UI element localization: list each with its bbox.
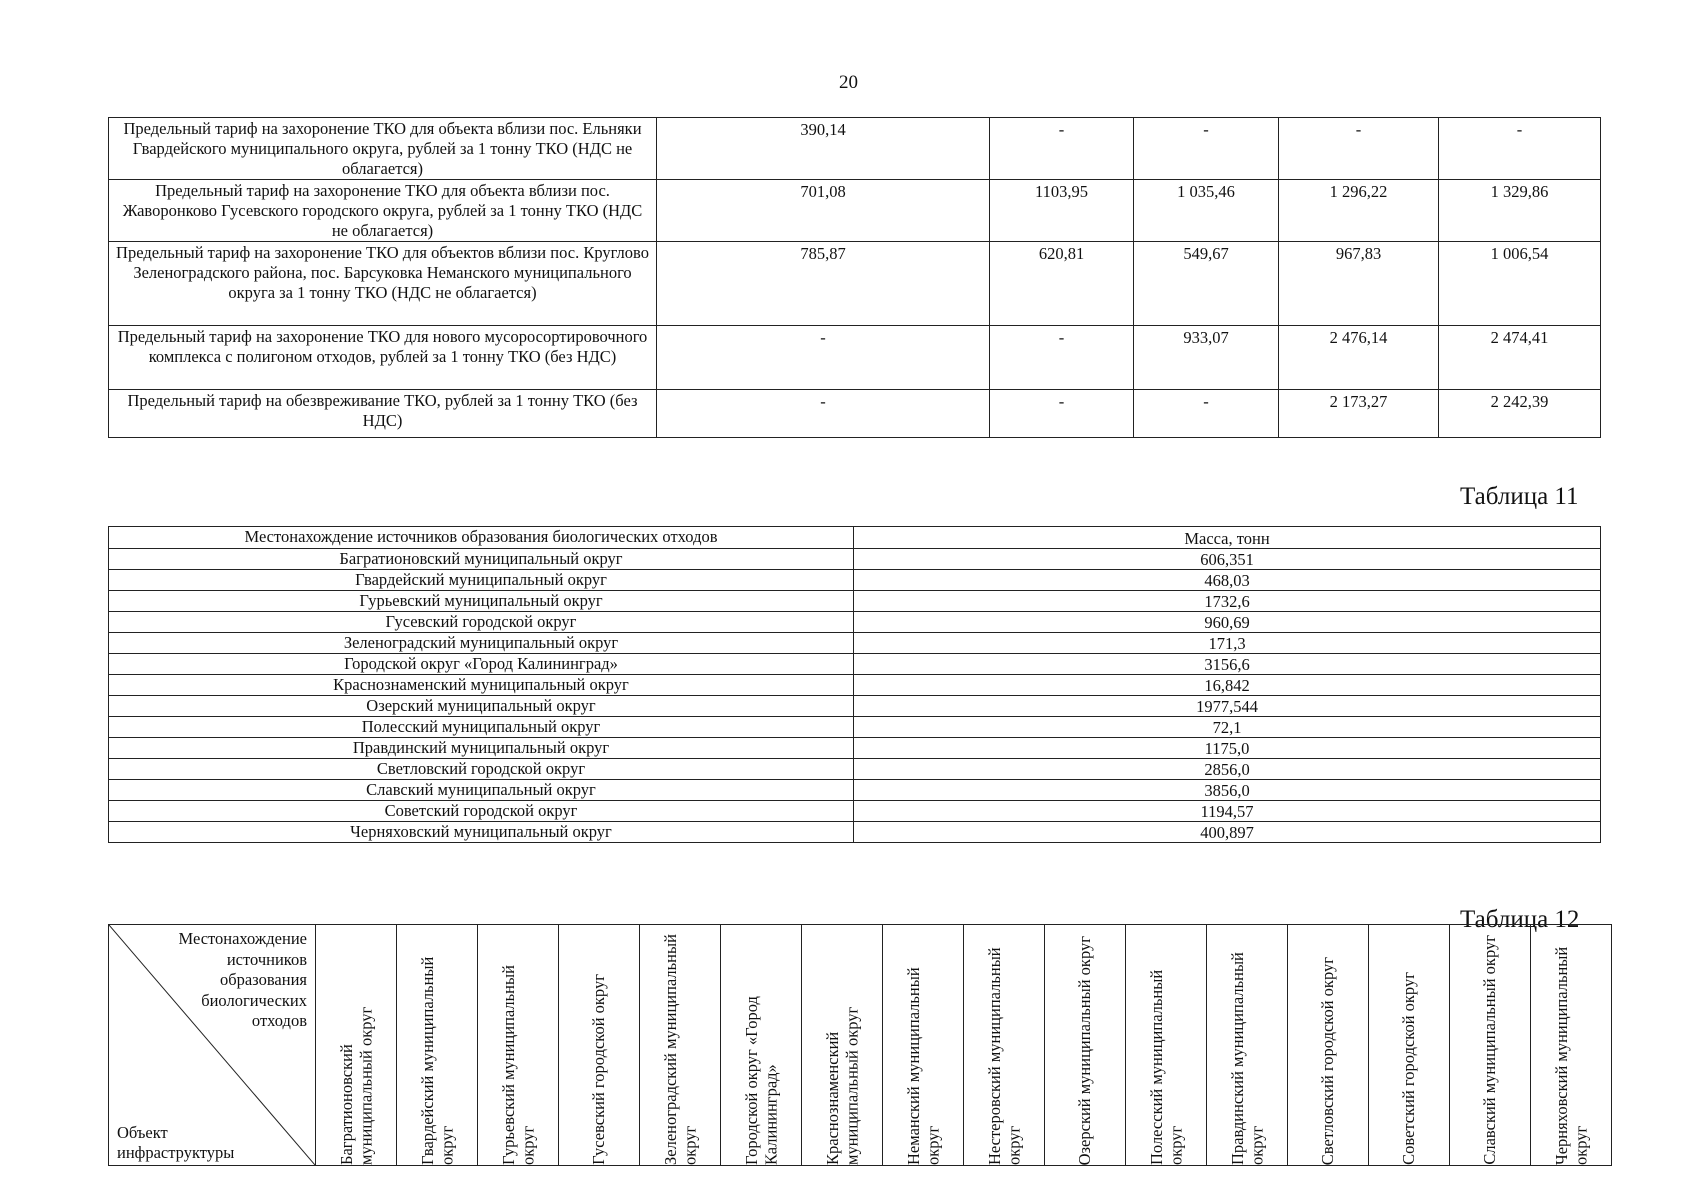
column-header [1045, 925, 1126, 1166]
tariff-value: 933,07 [1134, 326, 1279, 390]
mass-cell: 400,897 [854, 822, 1601, 843]
table-row [109, 612, 1601, 633]
mass-cell: 72,1 [854, 717, 1601, 738]
mass-cell: 1194,57 [854, 801, 1601, 822]
table-row [109, 591, 1601, 612]
tariff-value: 2 242,39 [1439, 390, 1601, 438]
mass-cell: 3156,6 [854, 654, 1601, 675]
location-cell: Светловский городской округ [109, 759, 854, 780]
mass-cell: 16,842 [854, 675, 1601, 696]
column-header [1126, 925, 1207, 1166]
table-header-row [109, 527, 1601, 549]
column-header [802, 925, 883, 1166]
location-cell: Гурьевский муниципальный округ [109, 591, 854, 612]
column-header [1288, 925, 1369, 1166]
header-location: Местонахождение источников образования биологических отходов [109, 527, 854, 549]
tariff-value: - [1134, 118, 1279, 180]
column-header-label: Зеленоградский муниципальный округ [660, 934, 699, 1165]
column-header-label: Неманский муниципальный округ [903, 967, 942, 1165]
column-header [964, 925, 1045, 1166]
column-header [1369, 925, 1450, 1166]
tariff-label: Предельный тариф на захоронение ТКО для нового мусоросортировочного комплекса с полигоном отходов, рублей за 1 тонну ТКО (без НДС) [109, 326, 657, 390]
column-header [1207, 925, 1288, 1166]
column-header-label: Славский муниципальный округ [1480, 935, 1500, 1165]
table-12-caption: Таблица 12 [1460, 906, 1580, 933]
corner-bottom-label [117, 1123, 234, 1163]
tariff-value: 701,08 [657, 180, 990, 242]
tariff-label: Предельный тариф на захоронение ТКО для объектов вблизи пос. Круглово Зеленоградского района, пос. Барсуковка Неманского муниципального округа за 1 тонну ТКО (НДС не облагается) [109, 242, 657, 326]
column-header-label: Полесский муниципальный округ [1146, 969, 1185, 1165]
column-header-label: Нестеровский муниципальный округ [984, 947, 1023, 1165]
tariff-value: 1 296,22 [1279, 180, 1439, 242]
column-header [559, 925, 640, 1166]
table-row [109, 118, 1601, 180]
location-cell: Озерский муниципальный округ [109, 696, 854, 717]
table-11-caption: Таблица 11 [1460, 483, 1579, 510]
mass-cell: 1732,6 [854, 591, 1601, 612]
mass-cell: 1175,0 [854, 738, 1601, 759]
column-header-label: Краснознаменский муниципальный округ [822, 1006, 861, 1165]
corner-bottom-line: Объект [117, 1123, 168, 1142]
table-row [109, 675, 1601, 696]
mass-cell: 606,351 [854, 549, 1601, 570]
location-cell: Городской округ «Город Калининград» [109, 654, 854, 675]
tariff-value: - [1134, 390, 1279, 438]
mass-cell: 960,69 [854, 612, 1601, 633]
location-cell: Гусевский городской округ [109, 612, 854, 633]
column-header-label: Светловский городской округ [1318, 956, 1338, 1165]
tariff-value: 2 474,41 [1439, 326, 1601, 390]
corner-top-label [179, 929, 307, 1032]
corner-top-line: источников [226, 949, 307, 969]
mass-cell: 171,3 [854, 633, 1601, 654]
tariff-value: 1 006,54 [1439, 242, 1601, 326]
mass-cell: 1977,544 [854, 696, 1601, 717]
tariff-value: 390,14 [657, 118, 990, 180]
table-row [109, 633, 1601, 654]
header-mass: Масса, тонн [854, 527, 1601, 549]
tariff-value: 2 173,27 [1279, 390, 1439, 438]
table-row [109, 549, 1601, 570]
table-row [109, 780, 1601, 801]
column-header-label: Городской округ «Город Калининград» [741, 996, 780, 1165]
corner-top-line: отходов [251, 1011, 307, 1030]
corner-top-line: образования [219, 970, 307, 989]
location-cell: Краснознаменский муниципальный округ [109, 675, 854, 696]
column-header-label: Правдинский муниципальный округ [1227, 952, 1266, 1165]
column-header [478, 925, 559, 1166]
tariff-value: - [1279, 118, 1439, 180]
tariff-value: 1103,95 [990, 180, 1134, 242]
corner-cell [109, 925, 316, 1166]
tariff-value: - [657, 326, 990, 390]
location-cell: Черняховский муниципальный округ [109, 822, 854, 843]
column-header-label: Гвардейский муниципальный округ [417, 956, 456, 1165]
location-cell: Советский городской округ [109, 801, 854, 822]
tariff-value: - [990, 390, 1134, 438]
tariff-label: Предельный тариф на захоронение ТКО для объекта вблизи пос. Ельняки Гвардейского муниципального округа, рублей за 1 тонну ТКО (НДС не облагается) [109, 118, 657, 180]
column-header-label: Багратионовский муниципальный округ [336, 1006, 375, 1165]
table-row [109, 696, 1601, 717]
location-cell: Зеленоградский муниципальный округ [109, 633, 854, 654]
location-cell: Правдинский муниципальный округ [109, 738, 854, 759]
corner-top-line: биологических [201, 990, 307, 1010]
column-header-label: Озерский муниципальный округ [1075, 935, 1095, 1165]
mass-cell: 2856,0 [854, 759, 1601, 780]
tariff-value: 549,67 [1134, 242, 1279, 326]
table-row [109, 759, 1601, 780]
mass-cell: 468,03 [854, 570, 1601, 591]
column-header-label: Гурьевский муниципальный округ [498, 965, 537, 1165]
table-row [109, 822, 1601, 843]
column-header [397, 925, 478, 1166]
tariff-value: 1 329,86 [1439, 180, 1601, 242]
tariff-value: 1 035,46 [1134, 180, 1279, 242]
tariff-value: - [657, 390, 990, 438]
table-row [109, 180, 1601, 242]
tariff-label: Предельный тариф на обезвреживание ТКО, рублей за 1 тонну ТКО (без НДС) [109, 390, 657, 438]
table-row [109, 801, 1601, 822]
table-row [109, 326, 1601, 390]
table-row [109, 717, 1601, 738]
table-row [109, 654, 1601, 675]
tariff-table [108, 117, 1601, 438]
tariff-value: - [1439, 118, 1601, 180]
location-cell: Славский муниципальный округ [109, 780, 854, 801]
corner-top-line: Местонахождение [178, 929, 307, 948]
tariff-value: - [990, 118, 1134, 180]
column-header-label: Советский городской округ [1399, 972, 1419, 1165]
table-row [109, 242, 1601, 326]
tariff-label: Предельный тариф на захоронение ТКО для объекта вблизи пос. Жаворонково Гусевского городского округа, рублей за 1 тонну ТКО (НДС не облагается) [109, 180, 657, 242]
column-header [1531, 925, 1612, 1166]
mass-cell: 3856,0 [854, 780, 1601, 801]
page-number: 20 [839, 72, 858, 93]
column-header-label: Черняховский муниципальный округ [1551, 946, 1590, 1165]
tariff-value: - [990, 326, 1134, 390]
biowaste-mass-table [108, 526, 1601, 843]
corner-bottom-line: инфраструктуры [117, 1143, 235, 1162]
infrastructure-matrix-table [108, 924, 1612, 1166]
column-header [316, 925, 397, 1166]
column-header-label: Гусевский городской округ [589, 974, 609, 1165]
table-header-row [109, 925, 1612, 1166]
column-header [1450, 925, 1531, 1166]
column-header [640, 925, 721, 1166]
table-row [109, 570, 1601, 591]
location-cell: Гвардейский муниципальный округ [109, 570, 854, 591]
tariff-value: 785,87 [657, 242, 990, 326]
tariff-value: 620,81 [990, 242, 1134, 326]
location-cell: Багратионовский муниципальный округ [109, 549, 854, 570]
column-header [721, 925, 802, 1166]
tariff-value: 967,83 [1279, 242, 1439, 326]
table-row [109, 390, 1601, 438]
table-row [109, 738, 1601, 759]
location-cell: Полесский муниципальный округ [109, 717, 854, 738]
column-header [883, 925, 964, 1166]
tariff-value: 2 476,14 [1279, 326, 1439, 390]
